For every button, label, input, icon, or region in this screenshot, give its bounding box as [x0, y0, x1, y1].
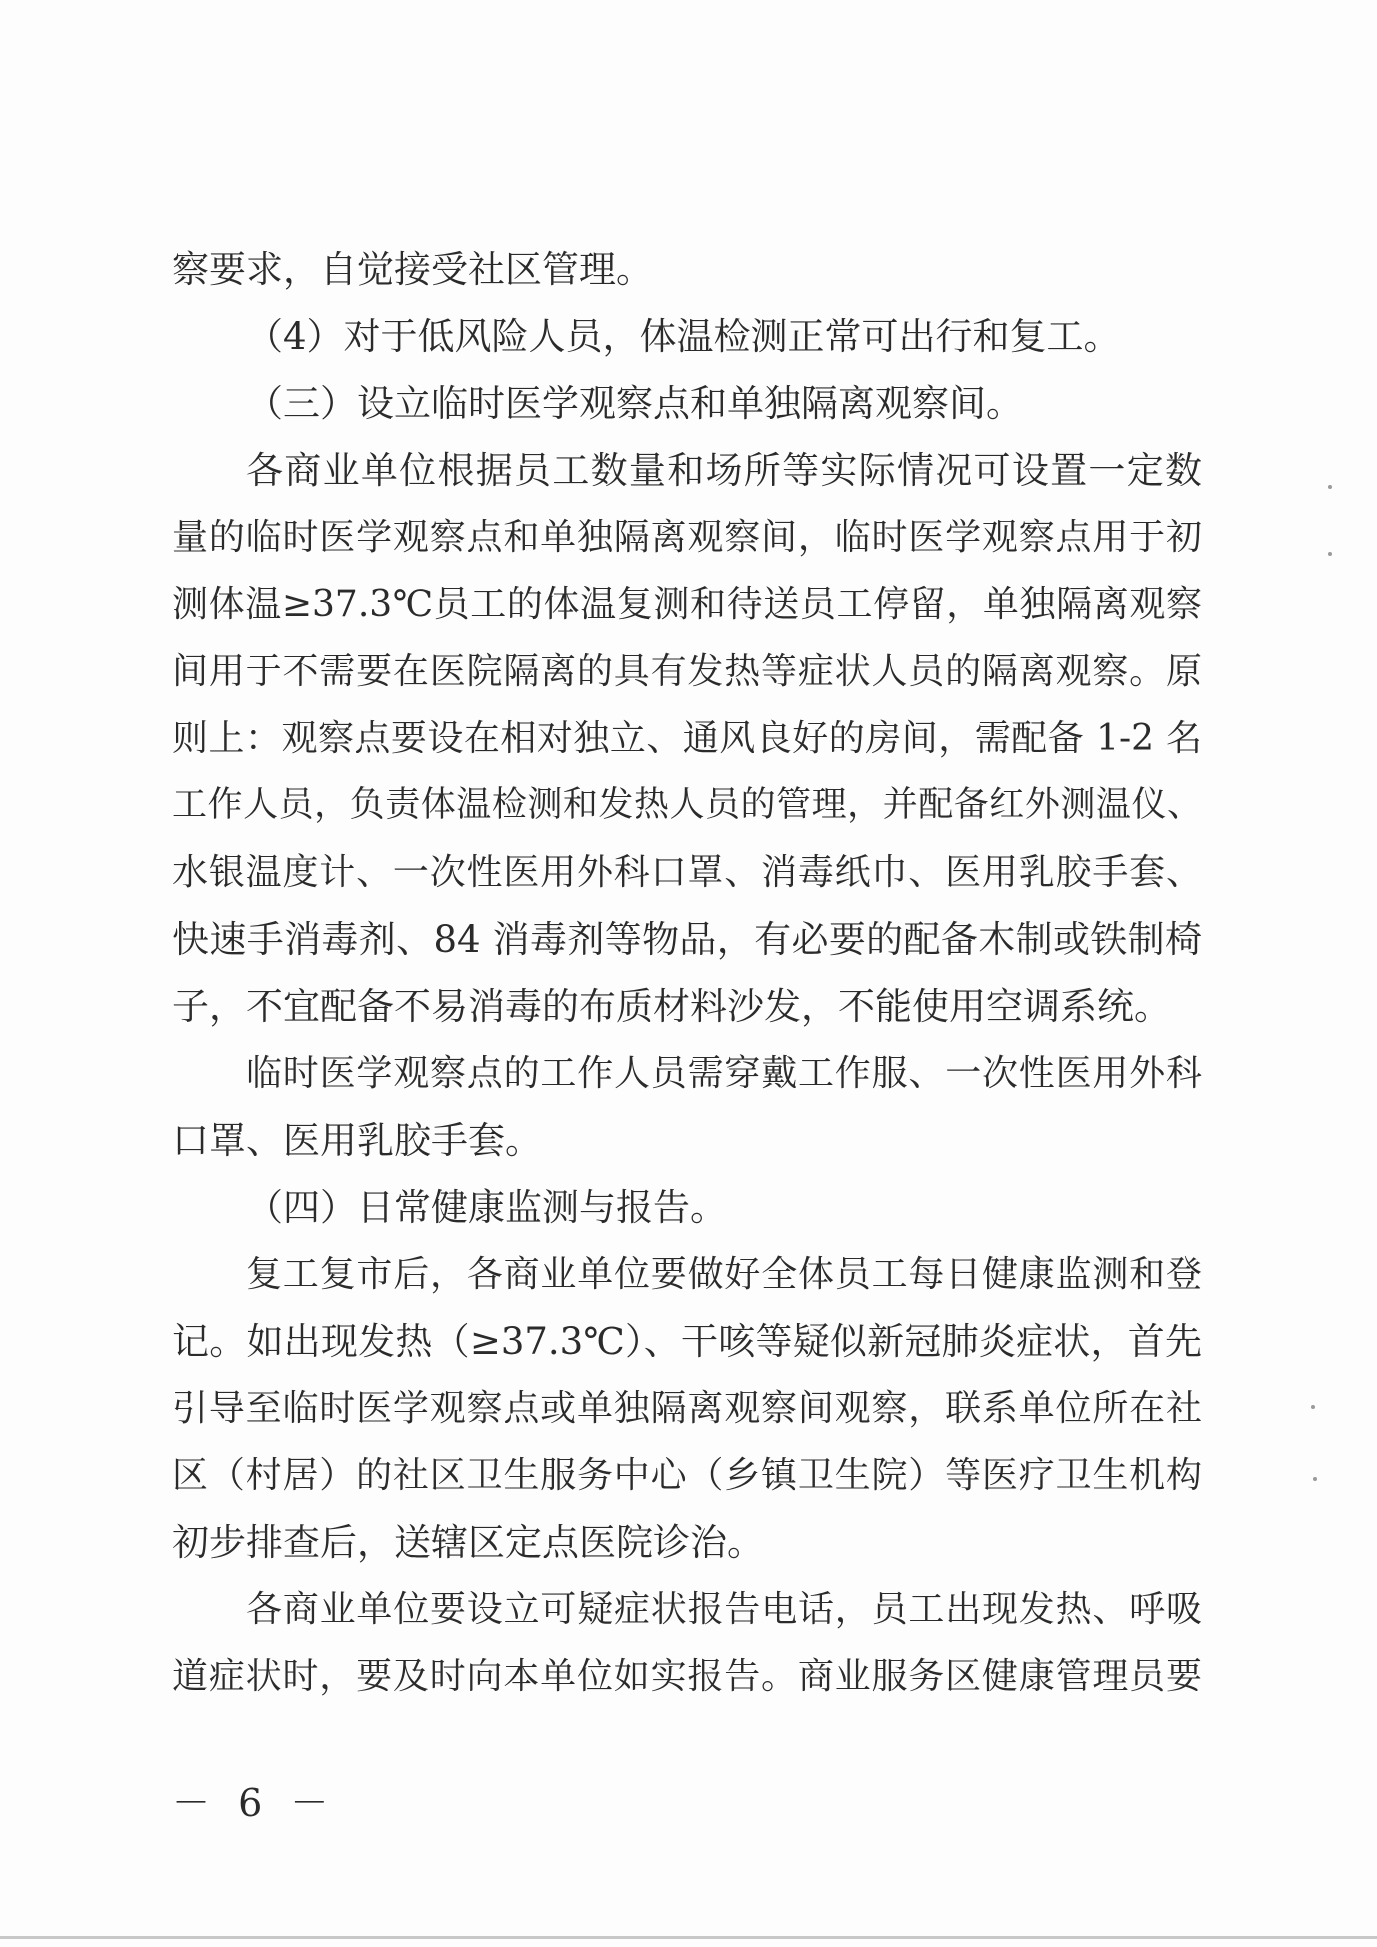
text-line: 察要求，自觉接受社区管理。: [172, 248, 653, 291]
text-line: （4）对于低风险人员，体温检测正常可出行和复工。: [246, 315, 1121, 358]
text-line: 水银温度计、一次性医用外科口罩、消毒纸巾、医用乳胶手套、: [172, 852, 1202, 893]
text-line: 快速手消毒剂、84 消毒剂等物品，有必要的配备木制或铁制椅: [172, 918, 1202, 961]
text-line: 各商业单位根据员工数量和场所等实际情况可设置一定数: [246, 449, 1202, 492]
text-line: 道症状时，要及时向本单位如实报告。商业服务区健康管理员要: [172, 1656, 1202, 1697]
text-line: 则上：观察点要设在相对独立、通风良好的房间，需配备 1-2 名: [172, 718, 1202, 759]
scan-speck: [1313, 1477, 1317, 1481]
document-body: [172, 236, 1202, 1710]
text-line: 口罩、医用乳胶手套。: [172, 1119, 542, 1162]
text-line: 区（村居）的社区卫生服务中心（乡镇卫生院）等医疗卫生机构: [172, 1455, 1202, 1496]
text-line: 初步排查后，送辖区定点医院诊治。: [172, 1521, 764, 1564]
scan-bottom-edge: [0, 1936, 1377, 1939]
text-line: 临时医学观察点的工作人员需穿戴工作服、一次性医用外科: [246, 1053, 1202, 1094]
text-line: 工作人员，负责体温检测和发热人员的管理，并配备红外测温仪、: [172, 785, 1202, 825]
scan-speck: [1328, 485, 1332, 489]
text-line: 测体温≥37.3℃员工的体温复测和待送员工停留，单独隔离观察: [172, 584, 1202, 625]
text-line: 间用于不需要在医院隔离的具有发热等症状人员的隔离观察。原: [172, 651, 1202, 692]
scan-speck: [1328, 552, 1332, 556]
text-line: 量的临时医学观察点和单独隔离观察间，临时医学观察点用于初: [172, 517, 1202, 558]
text-line: 记。如出现发热（≥37.3℃）、干咳等疑似新冠肺炎症状，首先: [172, 1320, 1202, 1363]
text-line: 复工复市后，各商业单位要做好全体员工每日健康监测和登: [246, 1254, 1202, 1295]
section-heading: （四）日常健康监测与报告。: [246, 1186, 727, 1229]
text-line: 引导至临时医学观察点或单独隔离观察间观察，联系单位所在社: [172, 1388, 1202, 1429]
section-heading: （三）设立临时医学观察点和单独隔离观察间。: [246, 382, 1023, 425]
page-number: － 6 －: [172, 1781, 337, 1825]
scan-speck: [1311, 1405, 1315, 1409]
text-line: 子，不宜配备不易消毒的布质材料沙发，不能使用空调系统。: [172, 985, 1171, 1028]
text-line: 各商业单位要设立可疑症状报告电话，员工出现发热、呼吸: [246, 1589, 1202, 1630]
